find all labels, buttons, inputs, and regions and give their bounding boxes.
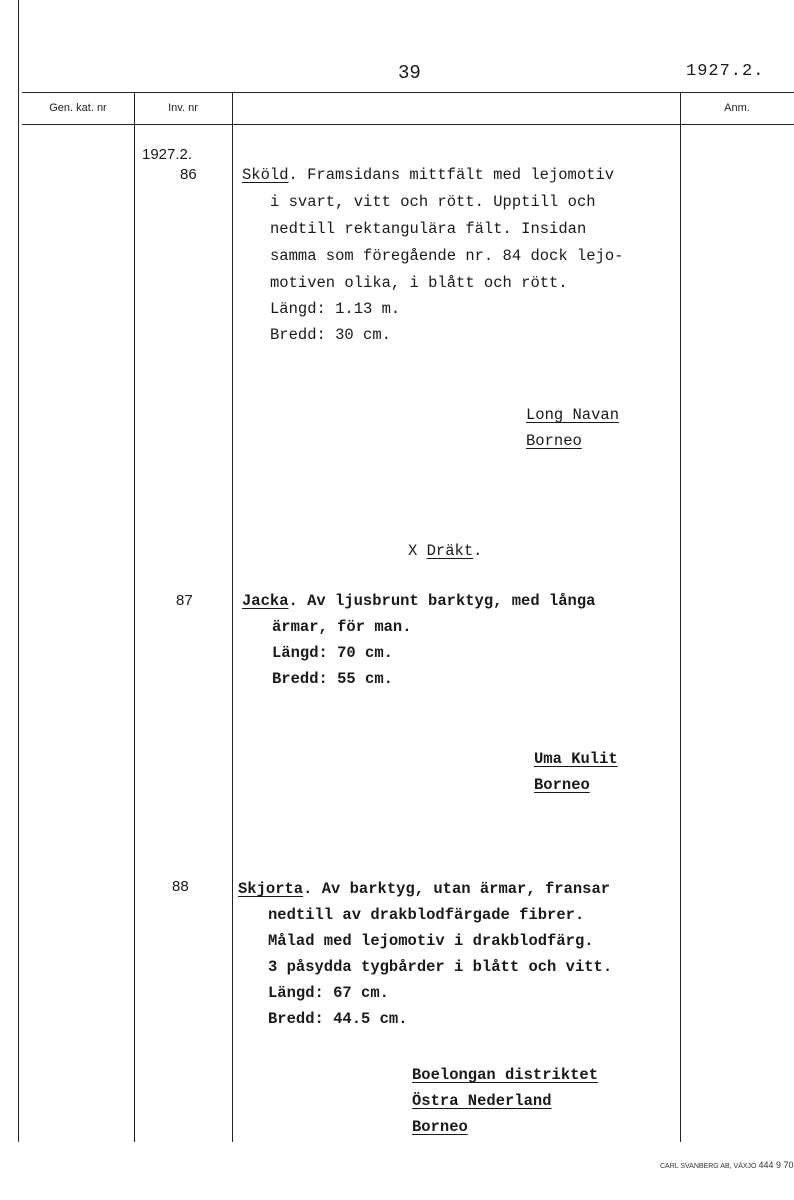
entry-line [242,162,614,189]
entry-line: Målad med lejomotiv i drakblodfärg. [268,932,594,950]
section-prefix: X [408,542,418,560]
entry-line [242,588,595,615]
entry-line: i svart, vitt och rött. Upptill och [270,193,596,211]
left-margin-rule [18,0,19,1142]
anm-column-rule [680,92,681,1142]
entry-line: nedtill av drakblodfärgade fibrer. [268,906,585,924]
entry-line: samma som föregående nr. 84 dock lejo- [270,247,624,265]
entry-place: Borneo [534,776,590,794]
entry-text: . Framsidans mittfält med lejomotiv [288,166,615,184]
header-bottom-rule [22,124,794,125]
catalog-year: 1927.2. [686,62,765,81]
entry-line [238,876,610,903]
inv-number: 88 [172,878,189,895]
entry-line: nedtill rektangulära fält. Insidan [270,220,587,238]
printer-name: CARL SVANBERG AB, VÄXJÖ [660,1163,757,1170]
entry-line: Bredd: 30 cm. [270,326,391,344]
entry-title: Jacka [242,592,289,610]
entry-line: Bredd: 55 cm. [272,670,393,688]
entry-place: Uma Kulit [534,750,618,768]
entry-line: motiven olika, i blått och rött. [270,274,568,292]
entry-line: Längd: 70 cm. [272,644,393,662]
entry-place: Boelongan distriktet [412,1066,599,1084]
entry-place: Long Navan [526,406,620,424]
form-number: 444 9 70 [758,1160,794,1170]
header-top-rule [22,92,794,93]
entry-title: Skjorta [238,880,304,898]
entry-place: Borneo [526,432,582,450]
section-heading [408,538,482,565]
column-header-inv-nr: Inv. nr [168,102,198,114]
column-header-anm: Anm. [724,102,750,114]
entry-title: Sköld [242,166,289,184]
entry-place: Borneo [412,1118,468,1136]
entry-text: . Av barktyg, utan ärmar, fransar [303,880,611,898]
column-header-gen-kat-nr: Gen. kat. nr [49,102,107,114]
gen-kat-column-rule [134,92,135,1142]
entry-line: Längd: 67 cm. [268,984,389,1002]
entry-line: ärmar, för man. [272,618,412,636]
entry-text: . Av ljusbrunt barktyg, med långa [288,592,596,610]
printer-mark [660,1160,793,1170]
section-title: Dräkt [426,542,474,560]
inv-number: 86 [180,166,197,183]
inv-number: 87 [176,592,193,609]
inv-column-rule [232,92,233,1142]
entry-line: Bredd: 44.5 cm. [268,1010,408,1028]
entry-line: Längd: 1.13 m. [270,300,401,318]
entry-line: 3 påsydda tygbårder i blått och vitt. [268,958,613,976]
entry-place: Östra Nederland [412,1092,552,1110]
page-number: 39 [398,62,421,84]
section-suffix: . [473,542,483,560]
inv-prefix: 1927.2. [142,146,193,163]
